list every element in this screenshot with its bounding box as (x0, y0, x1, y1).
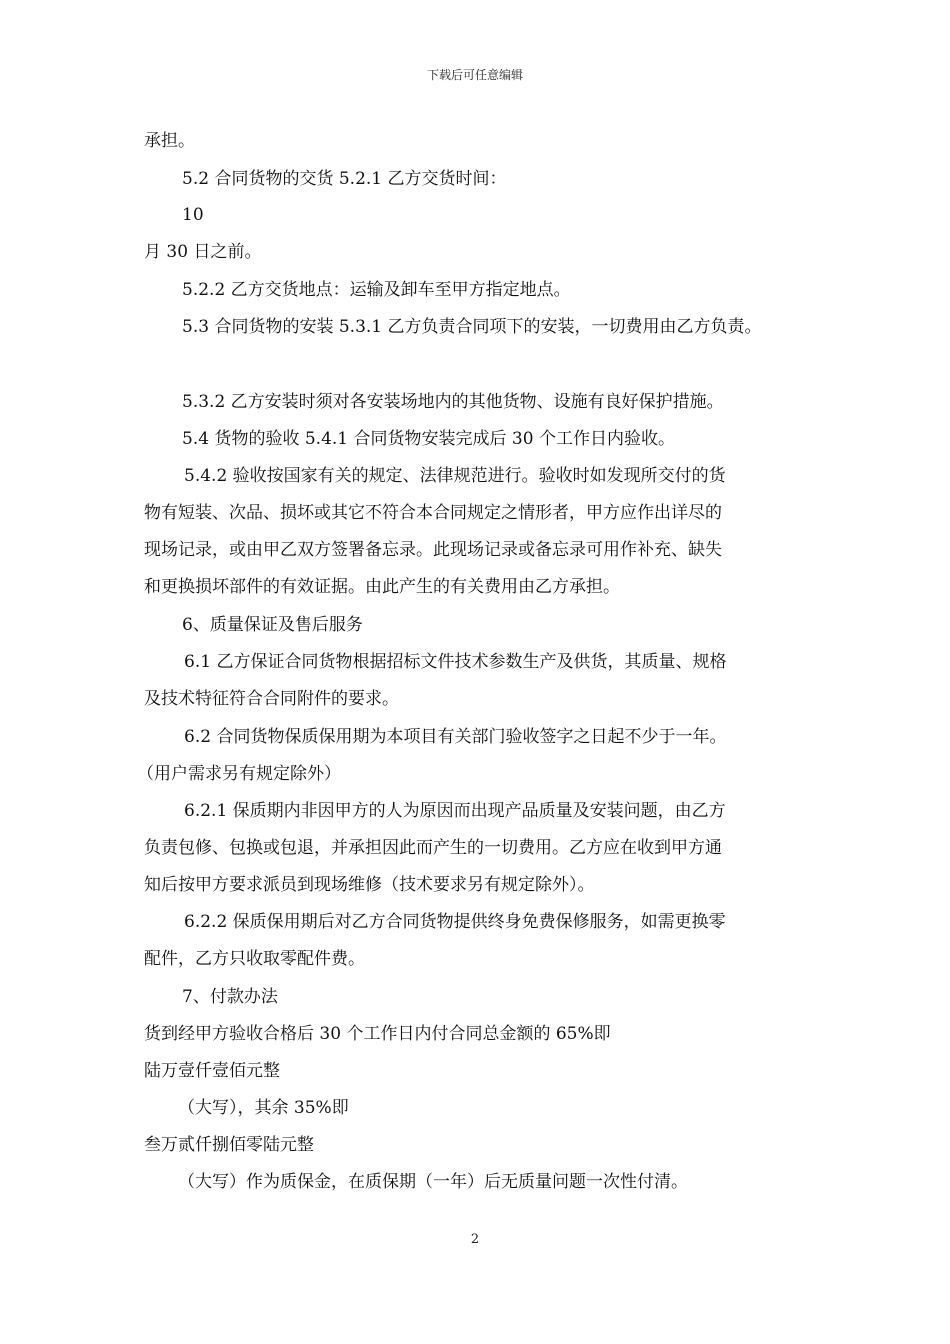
text-line: 5.2.2 乙方交货地点：运输及卸车至甲方指定地点。 (182, 280, 571, 300)
text-line: 物有短装、次品、损坏或其它不符合本合同规定之情形者，甲方应作出详尽的 (144, 503, 722, 523)
text-line: 现场记录，或由甲乙双方签署备忘录。此现场记录或备忘录可用作补充、缺失 (144, 540, 722, 560)
text-line: （大写），其余 35%即 (178, 1098, 349, 1118)
text-line: 6.2 合同货物保质保用期为本项目有关部门验收签字之日起不少于一年。 (184, 727, 727, 747)
section-heading: 6、质量保证及售后服务 (182, 615, 363, 635)
text-line: 6.2.2 保质保用期后对乙方合同货物提供终身免费保修服务，如需更换零 (184, 912, 726, 932)
text-line: 5.4.2 验收按国家有关的规定、法律规范进行。验收时如发现所交付的货 (184, 466, 726, 486)
text-line: 5.2 合同货物的交货 5.2.1 乙方交货时间： (182, 169, 507, 189)
text-line: 10 (182, 205, 204, 225)
text-line: 5.4 货物的验收 5.4.1 合同货物安装完成后 30 个工作日内验收。 (182, 429, 675, 449)
text-line: （大写）作为质保金，在质保期（一年）后无质量问题一次性付清。 (178, 1172, 688, 1192)
text-line: 5.3.2 乙方安装时须对各安装场地内的其他货物、设施有良好保护措施。 (182, 392, 724, 412)
text-line: 月 30 日之前。 (144, 242, 262, 262)
page-header: 下载后可任意编辑 (426, 68, 523, 82)
text-line: 叁万贰仟捌佰零陆元整 (144, 1135, 314, 1155)
text-line: 货到经甲方验收合格后 30 个工作日内付合同总金额的 65%即 (144, 1024, 611, 1044)
section-heading: 7、付款办法 (182, 987, 278, 1007)
text-line: 知后按甲方要求派员到现场维修（技术要求另有规定除外）。 (144, 875, 595, 895)
text-line: 配件，乙方只收取零配件费。 (144, 949, 365, 969)
text-line: 负责包修、包换或包退，并承担因此而产生的一切费用。乙方应在收到甲方通 (144, 838, 722, 858)
page-number: 2 (470, 1232, 480, 1247)
text-line: 6.1 乙方保证合同货物根据招标文件技术参数生产及供货，其质量、规格 (184, 652, 727, 672)
text-line: 陆万壹仟壹佰元整 (144, 1061, 280, 1081)
text-line: （用户需求另有规定除外） (137, 764, 341, 784)
text-line: 5.3 合同货物的安装 5.3.1 乙方负责合同项下的安装，一切费用由乙方负责。 (182, 317, 762, 337)
text-line: 和更换损坏部件的有效证据。由此产生的有关费用由乙方承担。 (144, 577, 620, 597)
text-line: 6.2.1 保质期内非因甲方的人为原因而出现产品质量及安装问题，由乙方 (184, 801, 726, 821)
text-line: 承担。 (144, 131, 195, 151)
text-line: 及技术特征符合合同附件的要求。 (144, 689, 399, 709)
